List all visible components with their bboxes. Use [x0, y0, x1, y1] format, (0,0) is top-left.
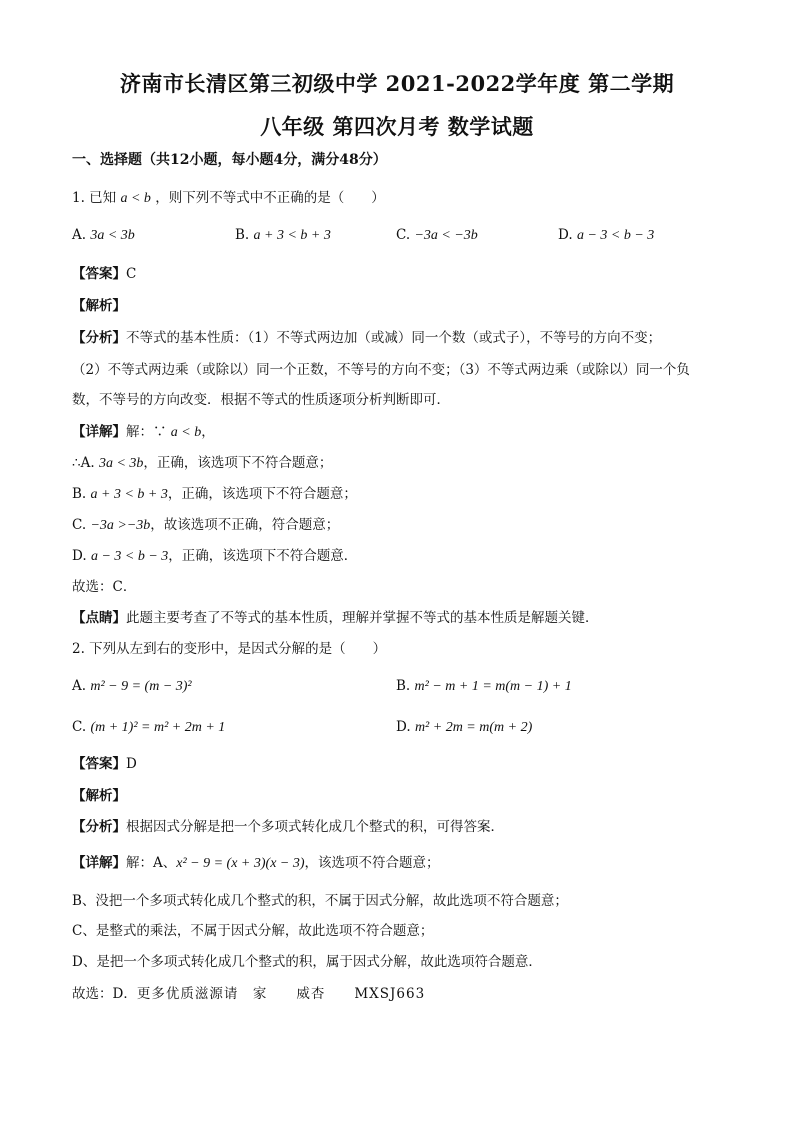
q1-option-a [72, 226, 135, 245]
option-label: C. [396, 227, 411, 243]
option-math: 3a < 3b [90, 228, 135, 243]
detail-suffix: ，正确，该选项下不符合题意； [143, 455, 333, 471]
detail-prefix: C. [72, 517, 87, 533]
xiangjie-math: a < b [170, 425, 202, 440]
xiangjie-prefix: 解：A、 [126, 855, 177, 871]
answer-tag: 【答案】 [72, 756, 126, 772]
detail-math: a + 3 < b + 3 [90, 487, 168, 502]
question-2-stem: 2. 下列从左到右的变形中，是因式分解的是（ ） [72, 641, 387, 657]
q1-choose: 故选：C． [72, 579, 137, 595]
option-math: m² − 9 = (m − 3)² [90, 679, 192, 694]
q1-dianjing [72, 609, 599, 627]
option-math: (m + 1)² = m² + 2m + 1 [90, 720, 226, 735]
detail-prefix: B. [72, 486, 87, 502]
fenxi-tag: 【分析】 [72, 819, 126, 835]
fenxi-text: 不等式的基本性质：（1）不等式两边加（或减）同一个数（或式子），不等号的方向不变； [126, 330, 662, 346]
option-label: D. [396, 719, 411, 735]
xiangjie-math: x² − 9 = (x + 3)(x − 3) [176, 856, 305, 871]
q1-analysis-tag: 【解析】 [72, 298, 126, 314]
q1-fenxi-line3: 数，不等号的方向改变．根据不等式的性质逐项分析判断即可． [72, 392, 450, 408]
q1-option-d [558, 226, 654, 245]
section-heading: 一、选择题（共12小题，每小题4分，满分48分） [72, 152, 387, 168]
detail-math: 3a < 3b [98, 456, 144, 471]
watermark-text: 更多优质滋源请 家 威杏 MXSJ663 [136, 986, 426, 1002]
option-math: a − 3 < b − 3 [576, 228, 655, 243]
answer-value: C [126, 266, 137, 282]
option-label: B. [235, 227, 250, 243]
q2-option-d [396, 718, 532, 737]
detail-prefix: ∴A. [72, 455, 95, 471]
document-title: 济南市长清区第三初级中学 2021-2022学年度 第二学期 [119, 71, 675, 96]
stem-suffix: ，则下列不等式中不正确的是（ ） [155, 190, 385, 206]
stem-prefix: 1. 已知 [72, 190, 117, 206]
option-math: m² − m + 1 = m(m − 1) + 1 [414, 679, 572, 694]
xiangjie-tag: 【详解】 [72, 855, 126, 871]
choose-text: 故选：D． [72, 986, 137, 1002]
option-label: B. [396, 678, 411, 694]
detail-prefix: D. [72, 548, 87, 564]
q2-choose [72, 985, 425, 1003]
xiangjie-suffix: ，该选项不符合题意； [304, 855, 440, 871]
q1-detail-d [72, 547, 357, 566]
detail-math: a − 3 < b − 3 [90, 549, 169, 564]
q2-option-b [396, 677, 572, 696]
option-label: D. [558, 227, 573, 243]
option-label: C. [72, 719, 87, 735]
q2-option-c [72, 718, 225, 737]
q2-line-b: B、没把一个多项式转化成几个整式的积，不属于因式分解，故此选项不符合题意； [72, 893, 568, 909]
xiangjie-prefix: 解：∵ [126, 424, 167, 440]
dianjing-text: 此题主要考查了不等式的基本性质，理解并掌握不等式的基本性质是解题关键． [126, 610, 599, 626]
q2-line-c: C、是整式的乘法，不属于因式分解，故此选项不符合题意； [72, 923, 434, 939]
detail-math: −3a >−3b [90, 518, 151, 533]
detail-suffix: ，正确，该选项下不符合题意； [167, 486, 357, 502]
answer-value: D [126, 756, 137, 772]
q2-option-a [72, 677, 192, 696]
q1-detail-a [72, 454, 332, 473]
q1-fenxi-line2: （2）不等式两边乘（或除以）同一个正数，不等号的方向不变；（3）不等式两边乘（或除以）同一个负 [72, 362, 690, 378]
stem-math: a < b [120, 191, 151, 206]
option-math: m² + 2m = m(m + 2) [414, 720, 533, 735]
q2-line-d: D、是把一个多项式转化成几个整式的积，属于因式分解，故此选项符合题意． [72, 954, 542, 970]
answer-tag: 【答案】 [72, 266, 126, 282]
q1-xiangjie [72, 423, 215, 442]
dianjing-tag: 【点睛】 [72, 610, 126, 626]
xiangjie-tag: 【详解】 [72, 424, 126, 440]
option-math: a + 3 < b + 3 [253, 228, 331, 243]
q2-fenxi [72, 818, 504, 836]
xiangjie-suffix: ， [201, 424, 215, 440]
fenxi-tag: 【分析】 [72, 330, 126, 346]
detail-suffix: ，故该选项不正确，符合题意； [150, 517, 340, 533]
q1-answer [72, 265, 136, 283]
q1-option-c [396, 226, 478, 245]
option-math: −3a < −3b [414, 228, 478, 243]
option-label: A. [72, 227, 87, 243]
q2-answer [72, 755, 137, 773]
q1-fenxi-line1 [72, 329, 661, 347]
question-1-stem [72, 189, 385, 208]
q2-analysis-tag: 【解析】 [72, 788, 126, 804]
option-label: A. [72, 678, 87, 694]
q1-detail-b [72, 485, 357, 504]
fenxi-text: 根据因式分解是把一个多项式转化成几个整式的积，可得答案． [126, 819, 504, 835]
q1-detail-c [72, 516, 339, 535]
q2-xiangjie [72, 854, 440, 873]
q1-option-b [235, 226, 331, 245]
detail-suffix: ，正确，该选项下不符合题意． [168, 548, 358, 564]
document-subtitle: 八年级 第四次月考 数学试题 [260, 114, 534, 139]
